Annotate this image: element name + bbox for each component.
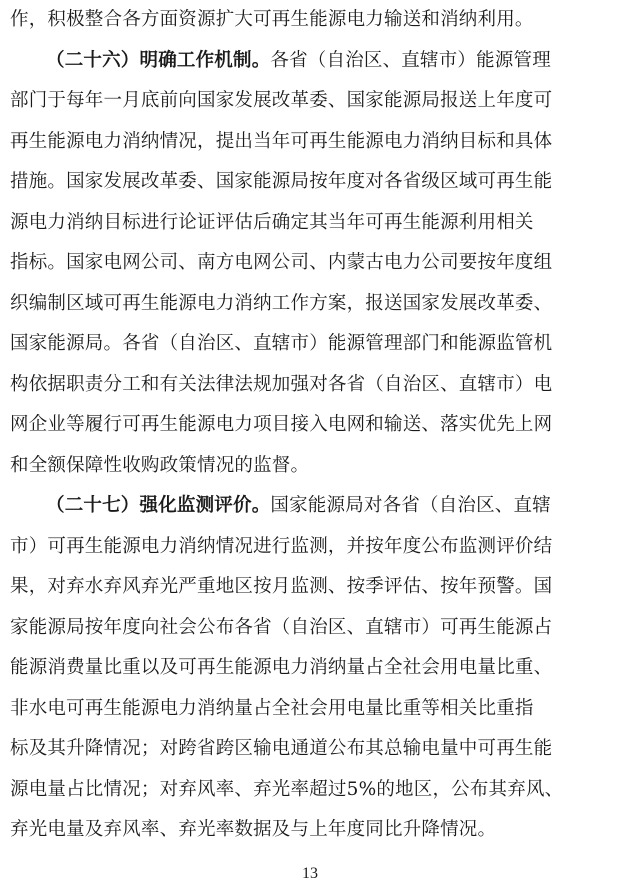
- section-heading: （二十七）强化监测评价。: [46, 495, 271, 516]
- text-line: [10, 162, 610, 202]
- text-line: [46, 41, 610, 81]
- text-line: [10, 810, 610, 850]
- line-text: 构依据职责分工和有关法律法规加强对各省（自治区、直辖市）电: [10, 373, 553, 395]
- text-line: [10, 243, 610, 283]
- line-text: 能源消费量比重以及可再生能源电力消纳量占全社会用电量比重、: [10, 657, 553, 678]
- text-line: [10, 608, 610, 648]
- text-line: [10, 648, 610, 688]
- line-text: 和全额保障性收购政策情况的监督。: [10, 454, 310, 476]
- line-text: 部门于每年一月底前向国家发展改革委、国家能源局报送上年度可: [10, 90, 553, 111]
- line-text: 措施。国家发展改革委、国家能源局按年度对各省级区域可再生能: [10, 171, 553, 192]
- text-line: [10, 122, 610, 162]
- line-text: 果，对弃水弃风弃光严重地区按月监测、按季评估、按年预警。国: [10, 576, 553, 597]
- text-line: [10, 405, 610, 445]
- text-line: [10, 0, 610, 40]
- line-text: 国家能源局。各省（自治区、直辖市）能源管理部门和能源监管机: [10, 333, 553, 354]
- section-heading: （二十六）明确工作机制。: [46, 49, 271, 71]
- line-text: 市）可再生能源电力消纳情况进行监测，并按年度公布监测评价结: [10, 535, 553, 557]
- line-text: 家能源局按年度向社会公布各省（自治区、直辖市）可再生能源占: [10, 616, 553, 638]
- line-text: 源电力消纳目标进行论证评估后确定其当年可再生能源利用相关: [10, 211, 534, 233]
- line-text: 各省（自治区、直辖市）能源管理: [270, 49, 551, 71]
- line-text: 网企业等履行可再生能源电力项目接入电网和输送、落实优先上网: [10, 414, 553, 435]
- line-text: 再生能源电力消纳情况，提出当年可再生能源电力消纳目标和具体: [10, 130, 553, 152]
- text-line: [46, 486, 610, 526]
- text-line: [10, 365, 610, 405]
- line-text: 标及其升降情况；对跨省跨区输电通道公布其总输电量中可再生能: [10, 738, 553, 759]
- text-line: [10, 527, 610, 567]
- line-text: 非水电可再生能源电力消纳量占全社会用电量比重等相关比重指: [10, 697, 534, 719]
- text-line: [10, 770, 610, 810]
- text-line: [10, 81, 610, 121]
- line-text: 织编制区域可再生能源电力消纳工作方案，报送国家发展改革委、: [10, 292, 553, 314]
- text-line: [10, 729, 610, 769]
- text-line: [10, 446, 610, 486]
- text-line: [10, 324, 610, 364]
- line-text: 作，积极整合各方面资源扩大可再生能源电力输送和消纳利用。: [10, 9, 534, 30]
- text-line: [10, 284, 610, 324]
- line-text: 国家能源局对各省（自治区、直辖: [270, 495, 551, 516]
- text-line: [10, 567, 610, 607]
- text-line: [10, 203, 610, 243]
- line-text: 弃光电量及弃风率、弃光率数据及与上年度同比升降情况。: [10, 819, 497, 840]
- line-text: 源电量占比情况；对弃风率、弃光率超过5%的地区，公布其弃风、: [10, 778, 564, 800]
- page-number: 13: [302, 865, 318, 882]
- line-text: 指标。国家电网公司、南方电网公司、内蒙古电力公司要按年度组: [10, 252, 553, 273]
- text-line: [10, 689, 610, 729]
